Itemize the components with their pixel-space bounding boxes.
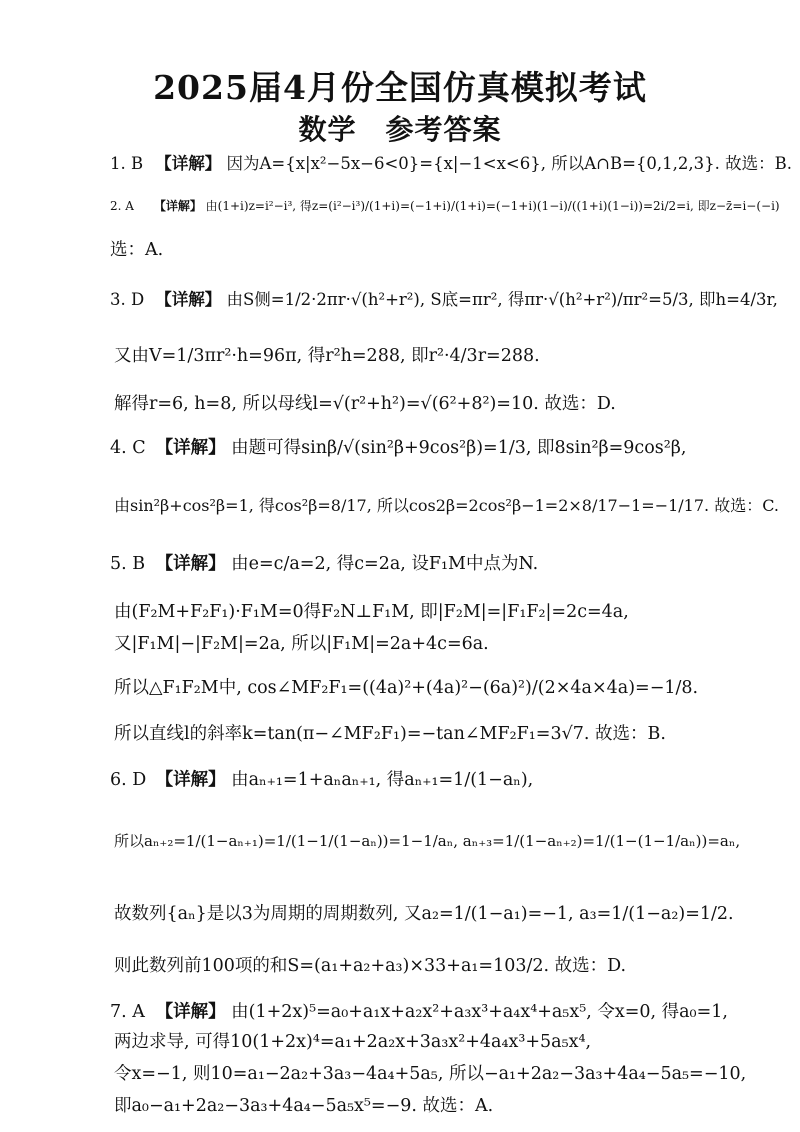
answer-3-line-2: 又由V=1/3πr²·h=96π, 得r²h=288, 即r²·4/3r=288. xyxy=(114,346,540,366)
answer-5-line-1 xyxy=(110,556,538,574)
answer-4-line-1 xyxy=(110,440,686,458)
answer-number: 4. C xyxy=(110,438,146,458)
answer-number: 7. A xyxy=(110,1002,145,1022)
answer-2-line-1 xyxy=(110,200,780,212)
answer-text: 由(1+2x)⁵=a₀+a₁x+a₂x²+a₃x³+a₄x⁴+a₅x⁵, 令x=0, 得a₀=1, xyxy=(231,1002,728,1022)
detail-tag: 【详解】 xyxy=(155,770,226,790)
answer-text: 因为A={x|x²−5x−6<0}={x|−1<x<6}, 所以A∩B={0,1,2,3}. 故选：B. xyxy=(226,154,793,173)
answer-number: 6. D xyxy=(110,770,147,790)
detail-tag: 【详解】 xyxy=(155,438,226,458)
answer-7-line-4: 即a₀−a₁+2a₂−3a₃+4a₄−5a₅x⁵=−9. 故选：A. xyxy=(114,1096,494,1116)
answer-2-line-2: 选：A. xyxy=(110,240,164,260)
detail-tag: 【详解】 xyxy=(155,290,222,309)
answer-6-line-2: 所以aₙ₊₂=1/(1−aₙ₊₁)=1/(1−1/(1−aₙ))=1−1/aₙ, aₙ₊₃=1/(1−aₙ₊₂)=1/(1−(1−1/aₙ))=aₙ, xyxy=(114,832,741,850)
answer-7-line-3: 令x=−1, 则10=a₁−2a₂+3a₃−4a₄+5a₅, 所以−a₁+2a₂−3a₃+4a₄−5a₅=−10, xyxy=(114,1064,747,1084)
answer-5-line-4: 所以△F₁F₂M中, cos∠MF₂F₁=((4a)²+(4a)²−(6a)²)/(2×4a×4a)=−1/8. xyxy=(114,678,699,698)
answer-text: 由(1+i)z=i²−i³, 得z=(i²−i³)/(1+i)=(−1+i)/(1+i)=(−1+i)(1−i)/((1+i)(1−i))=2i/2=i, 即z−z̄=i−(−i) xyxy=(205,199,780,213)
answer-text: 由题可得sinβ/√(sin²β+9cos²β)=1/3, 即8sin²β=9cos²β, xyxy=(231,438,687,458)
answer-number: 3. D xyxy=(110,290,145,309)
exam-subtitle: 数学 参考答案 xyxy=(298,113,502,146)
answer-5-line-2: 由(F₂M+F₂F₁)·F₁M=0得F₂N⊥F₁M, 即|F₂M|=|F₁F₂|=2c=4a, xyxy=(114,602,629,622)
answer-text: 由S侧=1/2·2πr·√(h²+r²), S底=πr², 得πr·√(h²+r²)/πr²=5/3, 即h=4/3r, xyxy=(226,290,778,309)
answer-text: 由e=c/a=2, 得c=2a, 设F₁M中点为N. xyxy=(231,554,539,574)
answer-7-line-1 xyxy=(110,1004,728,1022)
answer-6-line-4: 则此数列前100项的和S=(a₁+a₂+a₃)×33+a₁=103/2. 故选：D. xyxy=(114,956,627,976)
answer-number: 1. B xyxy=(110,154,144,173)
detail-tag: 【详解】 xyxy=(155,1002,226,1022)
answer-6-line-3: 故数列{aₙ}是以3为周期的周期数列, 又a₂=1/(1−a₁)=−1, a₃=1/(1−a₂)=1/2. xyxy=(114,904,734,924)
answer-5-line-5: 所以直线l的斜率k=tan(π−∠MF₂F₁)=−tan∠MF₂F₁=3√7. 故选：B. xyxy=(114,724,666,744)
answer-1-line-1 xyxy=(110,156,792,173)
answer-6-line-1 xyxy=(110,772,533,790)
detail-tag: 【详解】 xyxy=(153,199,202,213)
answer-3-line-3: 解得r=6, h=8, 所以母线l=√(r²+h²)=√(6²+8²)=10. 故选：D. xyxy=(114,394,616,414)
exam-title: 2025届4月份全国仿真模拟考试 xyxy=(153,68,647,107)
answer-7-line-2: 两边求导, 可得10(1+2x)⁴=a₁+2a₂x+3a₃x²+4a₄x³+5a₅x⁴, xyxy=(114,1032,592,1052)
answer-5-line-3: 又|F₁M|−|F₂M|=2a, 所以|F₁M|=2a+4c=6a. xyxy=(114,634,489,654)
answer-number: 2. A xyxy=(110,199,134,213)
detail-tag: 【详解】 xyxy=(155,154,222,173)
answer-number: 5. B xyxy=(110,554,146,574)
answer-3-line-1 xyxy=(110,292,778,309)
answer-text: 由aₙ₊₁=1+aₙaₙ₊₁, 得aₙ₊₁=1/(1−aₙ), xyxy=(231,770,534,790)
detail-tag: 【详解】 xyxy=(155,554,226,574)
answer-4-line-2: 由sin²β+cos²β=1, 得cos²β=8/17, 所以cos2β=2cos²β−1=2×8/17−1=−1/17. 故选：C. xyxy=(114,496,779,515)
